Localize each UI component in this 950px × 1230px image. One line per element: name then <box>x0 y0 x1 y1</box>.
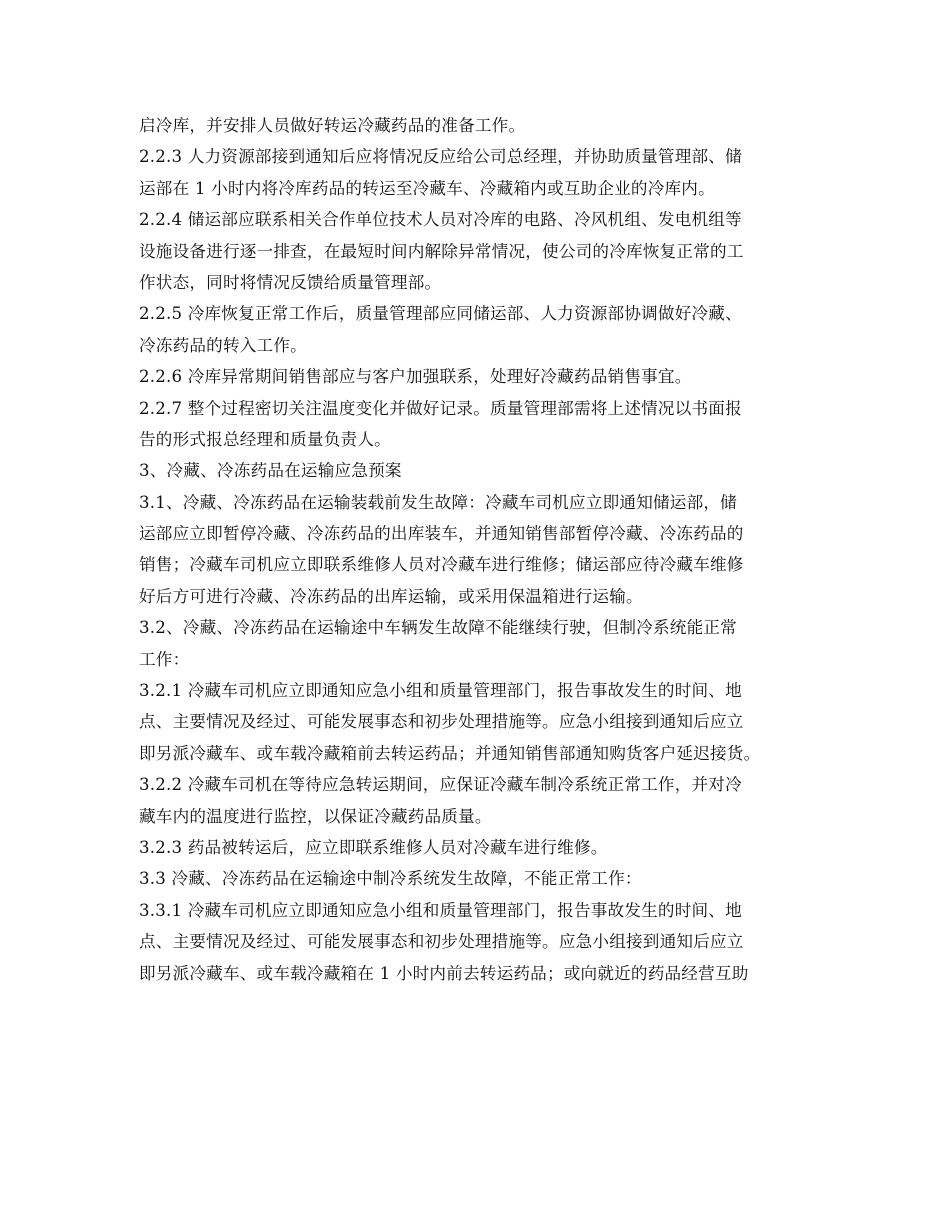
text-line: 3.2.2 冷藏车司机在等待应急转运期间，应保证冷藏车制冷系统正常工作，并对冷 <box>139 775 742 795</box>
text-line: 即另派冷藏车、或车载冷藏箱在 1 小时内前去转运药品；或向就近的药品经营互助 <box>139 963 749 983</box>
text-line: 即另派冷藏车、或车载冷藏箱前去转运药品；并通知销售部通知购货客户延迟接货。 <box>139 743 761 763</box>
text-line: 运部在 1 小时内将冷库药品的转运至冷藏车、冷藏箱内或互助企业的冷库内。 <box>139 178 715 198</box>
text-line: 启冷库，并安排人员做好转运冷藏药品的准备工作。 <box>139 116 526 135</box>
text-line: 3.3.1 冷藏车司机应立即通知应急小组和质量管理部门，报告事故发生的时间、地 <box>139 900 742 920</box>
document-body <box>139 110 839 989</box>
text-line: 告的形式报总经理和质量负责人。 <box>139 429 391 449</box>
text-line: 3.2.1 冷藏车司机应立即通知应急小组和质量管理部门，报告事故发生的时间、地 <box>139 681 742 701</box>
text-line: 冷冻药品的转入工作。 <box>139 335 307 355</box>
text-line: 2.2.3 人力资源部接到通知后应将情况反应给公司总经理，并协助质量管理部、储 <box>139 147 742 167</box>
text-line: 2.2.5 冷库恢复正常工作后，质量管理部应同储运部、人力资源部协调做好冷藏、 <box>139 304 742 324</box>
text-line: 运部应立即暂停冷藏、冷冻药品的出库装车，并通知销售部暂停冷藏、冷冻药品的 <box>139 524 744 544</box>
section-heading: 3、冷藏、冷冻药品在运输应急预案 <box>139 461 402 481</box>
text-line: 2.2.7 整个过程密切关注温度变化并做好记录。质量管理部需将上述情况以书面报 <box>139 398 742 418</box>
text-line: 点、主要情况及经过、可能发展事态和初步处理措施等。应急小组接到通知后应立 <box>139 932 744 952</box>
text-line: 设施设备进行逐一排查，在最短时间内解除异常情况，使公司的冷库恢复正常的工 <box>139 241 744 261</box>
text-line: 工作： <box>139 649 190 669</box>
text-line: 作状态，同时将情况反馈给质量管理部。 <box>139 272 442 292</box>
text-line: 3.3 冷藏、冷冻药品在运输途中制冷系统发生故障，不能正常工作： <box>139 869 642 889</box>
text-line: 藏车内的温度进行监控，以保证冷藏药品质量。 <box>139 806 492 826</box>
text-line: 好后方可进行冷藏、冷冻药品的出库运输，或采用保温箱进行运输。 <box>139 586 643 606</box>
text-line: 销售；冷藏车司机应立即联系维修人员对冷藏车进行维修；储运部应待冷藏车维修 <box>139 555 744 575</box>
text-line: 2.2.6 冷库异常期间销售部应与客户加强联系，处理好冷藏药品销售事宜。 <box>139 367 692 387</box>
text-line: 2.2.4 储运部应联系相关合作单位技术人员对冷库的电路、冷风机组、发电机组等 <box>139 210 742 230</box>
text-line: 3.2、冷藏、冷冻药品在运输途中车辆发生故障不能继续行驶，但制冷系统能正常 <box>139 618 737 638</box>
text-line: 3.1、冷藏、冷冻药品在运输装载前发生故障：冷藏车司机应立即通知储运部，储 <box>139 492 737 512</box>
text-line: 点、主要情况及经过、可能发展事态和初步处理措施等。应急小组接到通知后应立 <box>139 712 744 732</box>
text-line: 3.2.3 药品被转运后，应立即联系维修人员对冷藏车进行维修。 <box>139 837 608 857</box>
